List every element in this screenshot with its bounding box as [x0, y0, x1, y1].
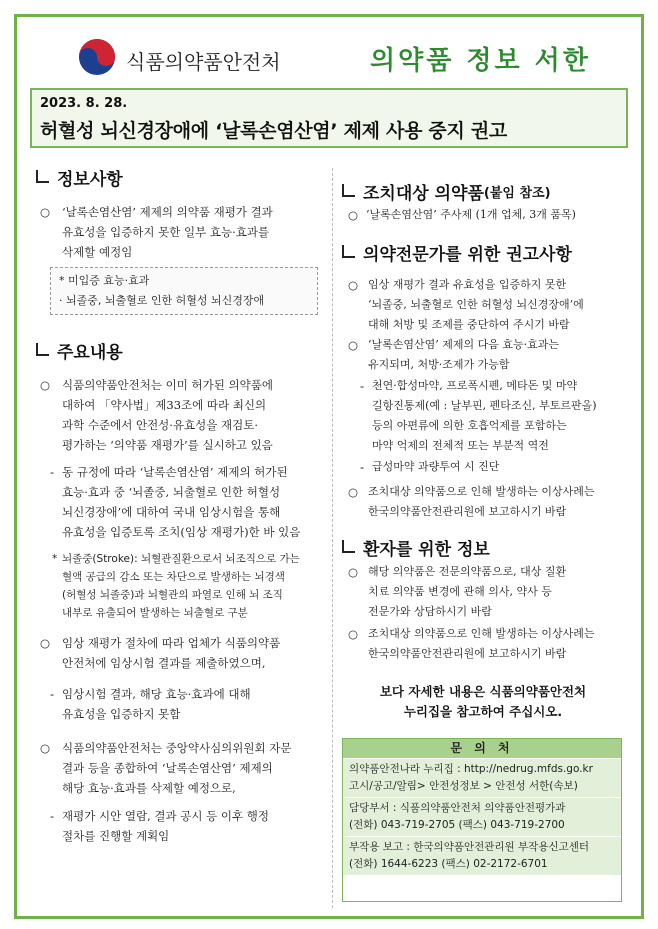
circle-bullet: ○ [348, 485, 359, 499]
note-title: * 미입증 효능·효과 [59, 274, 150, 287]
target-product-line [366, 205, 576, 225]
expert-subparagraph-1 [372, 376, 597, 456]
checkbox-bullet-icon [342, 245, 355, 258]
section-heading-main [36, 338, 123, 363]
patient-paragraph-1 [368, 562, 566, 622]
contact-website-link[interactable]: 의약품안전나라 누리집 : http://nedrug.mfds.go.kr [349, 763, 593, 775]
circle-bullet: ○ [348, 338, 359, 352]
text-line: 치료 의약품 변경에 관해 의사, 약사 등 [368, 585, 552, 598]
text-line: 유효성을 입증하지 못함 [62, 707, 181, 721]
text-line: 동 규정에 따라 ‘날록손염산염’ 제제의 허가된 [62, 465, 288, 479]
circle-bullet: ○ [348, 627, 359, 641]
expert-paragraph-1 [368, 275, 584, 335]
dash-bullet: - [360, 379, 365, 393]
text-line: 삭제할 예정임 [62, 245, 133, 259]
circle-bullet: ○ [348, 278, 359, 292]
main-subparagraph-2 [62, 684, 251, 724]
text-line: ‘날록손염산염’ 제제의 다음 효능·효과는 [368, 338, 559, 351]
section-heading-info [36, 165, 123, 190]
circle-bullet: ○ [40, 378, 51, 392]
text-line: 식품의약품안전처는 이미 허가된 의약품에 [62, 378, 273, 392]
text-line: 천연·합성마약, 프로폭시펜, 메타돈 및 마약 [372, 379, 578, 392]
section-heading-text: 환자를 위한 정보 [363, 540, 490, 560]
text-line: 임상 재평가 결과 유효성을 입증하지 못한 [368, 278, 567, 291]
checkbox-bullet-icon [342, 184, 355, 197]
text-line: 유효성을 입증하지 못한 일부 효능·효과를 [62, 225, 270, 239]
closing-line: 누리집을 참고하여 주십시오. [403, 704, 563, 719]
main-paragraph-1 [62, 375, 273, 455]
info-paragraph [62, 202, 273, 262]
text-line: 뇌졸중(Stroke): 뇌혈관질환으로서 뇌조직으로 가는 [62, 553, 300, 565]
column-divider [332, 168, 333, 908]
text-line: 과학 수준에서 안전성·유효성을 재검토· [62, 418, 259, 432]
text-line: 마약 억제의 전체적 또는 부분적 역전 [372, 439, 549, 452]
dash-bullet: - [360, 460, 365, 474]
contact-department-phone: (전화) 043-719-2705 (팩스) 043-719-2700 [349, 819, 565, 831]
text-line: 뇌신경장애’에 대하여 국내 임상시험을 통해 [62, 505, 281, 519]
text-line: 안전처에 임상시험 결과를 제출하였으며, [62, 656, 266, 670]
section-heading-suffix: (붙임 참조) [483, 186, 551, 201]
text-line: 식품의약품안전처는 중앙약사심의위원회 자문 [62, 741, 292, 755]
text-line: 등의 아편류에 의한 호흡억제를 포함하는 [372, 419, 567, 432]
main-paragraph-2 [62, 633, 280, 673]
section-heading-text: 주요내용 [57, 343, 123, 363]
circle-bullet: ○ [348, 208, 359, 222]
text-line: 전문가와 상담하시기 바람 [368, 605, 492, 618]
note-lines [59, 271, 264, 311]
contact-report-center: 부작용 보고 : 한국의약품안전관리원 부작용신고센터 [349, 841, 590, 853]
expert-paragraph-3 [368, 482, 595, 522]
contact-website-path: 고시/공고/알림> 안전성정보 > 안전성 서한(속보) [349, 780, 578, 792]
text-line: ‘뇌졸중, 뇌출혈로 인한 허혈성 뇌신경장애’에 [368, 298, 584, 311]
circle-bullet: ○ [40, 636, 51, 650]
text-line: 길항진통제(예 : 날부핀, 펜타조신, 부토르판올) [372, 399, 597, 412]
expert-paragraph-2 [368, 335, 559, 375]
text-line: 내부로 유출되어 발생하는 뇌출혈로 구분 [62, 607, 248, 619]
checkbox-bullet-icon [36, 343, 49, 356]
circle-bullet: ○ [40, 205, 51, 219]
text-line: 해당 효능·효과를 삭제할 예정으로, [62, 781, 236, 795]
checkbox-bullet-icon [36, 170, 49, 183]
contact-heading: 문 의 처 [343, 739, 621, 758]
note-item: · 뇌졸중, 뇌출혈로 인한 허혈성 뇌신경장애 [59, 294, 265, 307]
text-line: 한국의약품안전관리원에 보고하시기 바람 [368, 505, 567, 518]
text-line: 임상시험 결과, 해당 효능·효과에 대해 [62, 687, 251, 701]
stroke-definition-note [62, 550, 300, 622]
contact-department-row [343, 797, 621, 836]
section-heading-text: 의약전문가를 위한 권고사항 [363, 245, 572, 265]
dash-bullet: - [50, 687, 55, 701]
text-line: 조치대상 의약품으로 인해 발생하는 이상사례는 [368, 627, 595, 640]
issue-date: 2023. 8. 28. [40, 96, 128, 111]
section-heading-target [342, 179, 551, 204]
text-line: 절차를 진행할 계획임 [62, 829, 170, 843]
text-line: 재평가 시안 열람, 결과 공시 등 이후 행정 [62, 809, 269, 823]
contact-box [342, 738, 622, 902]
text-line: 조치대상 의약품으로 인해 발생하는 이상사례는 [368, 485, 595, 498]
text-line: 한국의약품안전관리원에 보고하시기 바람 [368, 647, 567, 660]
section-heading-text: 정보사항 [57, 170, 123, 190]
text-line: 대해 처방 및 조제를 중단하여 주시기 바람 [368, 318, 570, 331]
text-line: 대하여 「약사법」제33조에 따라 최신의 [62, 398, 267, 412]
section-heading-experts [342, 240, 572, 265]
org-name: 식품의약품안전처 [126, 50, 281, 74]
text-line: 급성마약 과량투여 시 진단 [372, 460, 500, 473]
contact-report-phone: (전화) 1644-6223 (팩스) 02-2172-6701 [349, 858, 548, 870]
text-line: 효능·효과 중 ‘뇌졸중, 뇌출혈로 인한 허혈성 [62, 485, 281, 499]
circle-bullet: ○ [348, 565, 359, 579]
text-line: 유지되며, 처방·조제가 가능함 [368, 358, 510, 371]
dash-bullet: - [50, 465, 55, 479]
asterisk-bullet: * [52, 553, 58, 565]
document-type-title: 의약품 정보 서한 [370, 46, 591, 76]
expert-subparagraph-2 [372, 457, 499, 477]
circle-bullet: ○ [40, 741, 51, 755]
closing-line: 보다 자세한 내용은 식품의약품안전처 [379, 684, 587, 699]
text-line: 임상 재평가 절차에 따라 업체가 식품의약품 [62, 636, 281, 650]
text-line: 평가하는 ‘의약품 재평가’를 실시하고 있음 [62, 438, 273, 452]
patient-paragraph-2 [368, 624, 595, 664]
text-line: 혈액 공급의 감소 또는 차단으로 발생하는 뇌경색 [62, 571, 285, 583]
text-line: ‘날록손염산염’ 제제의 의약품 재평가 결과 [62, 205, 273, 219]
text-line: 결과 등을 종합하여 ‘날록손염산염’ 제제의 [62, 761, 273, 775]
main-subparagraph-1 [62, 462, 300, 542]
main-subparagraph-3 [62, 806, 269, 846]
text-line: (허혈성 뇌졸중)과 뇌혈관의 파열로 인해 뇌 조직 [62, 589, 283, 601]
section-heading-patients [342, 535, 490, 560]
dash-bullet: - [50, 809, 55, 823]
page-title: 허혈성 뇌신경장애에 ‘날록손염산염’ 제제 사용 중지 권고 [40, 120, 507, 142]
contact-department: 담당부서 : 식품의약품안전처 의약품안전평가과 [349, 802, 566, 814]
text-line: ‘날록손염산염’ 주사제 (1개 업체, 3개 품목) [366, 208, 576, 221]
contact-report-row [343, 836, 621, 875]
title-banner [30, 88, 628, 148]
closing-remark [342, 682, 624, 722]
checkbox-bullet-icon [342, 540, 355, 553]
contact-website-row [343, 758, 621, 797]
main-paragraph-3 [62, 738, 292, 798]
text-line: 해당 의약품은 전문의약품으로, 대상 질환 [368, 565, 567, 578]
text-line: 유효성을 입증토록 조치(임상 재평가)한 바 있음 [62, 525, 301, 539]
mfds-logo-icon [78, 38, 116, 76]
unproven-indication-note [50, 267, 318, 315]
section-heading-text: 조치대상 의약품 [363, 184, 484, 204]
